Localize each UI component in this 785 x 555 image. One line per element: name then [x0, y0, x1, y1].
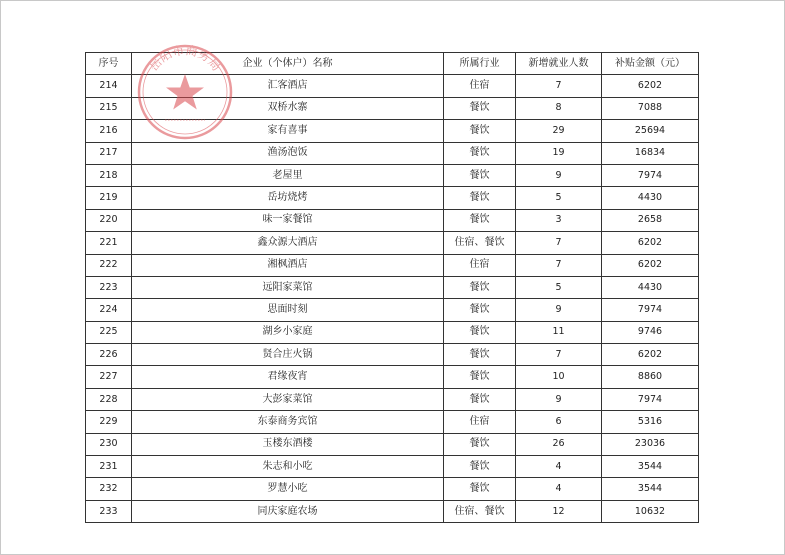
table-row — [86, 120, 699, 142]
table-row — [86, 411, 699, 433]
cell-serial-number: 221 — [86, 232, 132, 254]
table-row — [86, 500, 699, 522]
cell-subsidy-amount: 7974 — [602, 164, 699, 186]
cell-enterprise-name: 鑫众源大酒店 — [132, 232, 444, 254]
cell-subsidy-amount: 3544 — [602, 478, 699, 500]
cell-new-employment: 5 — [516, 187, 602, 209]
table-header-row — [86, 53, 699, 75]
cell-industry: 餐饮 — [444, 388, 516, 410]
cell-enterprise-name: 思面时刻 — [132, 299, 444, 321]
cell-subsidy-amount: 3544 — [602, 456, 699, 478]
cell-subsidy-amount: 4430 — [602, 187, 699, 209]
cell-subsidy-amount: 5316 — [602, 411, 699, 433]
cell-serial-number: 214 — [86, 75, 132, 97]
cell-industry: 餐饮 — [444, 164, 516, 186]
cell-enterprise-name: 东泰商务宾馆 — [132, 411, 444, 433]
cell-enterprise-name: 湖乡小家庭 — [132, 321, 444, 343]
cell-serial-number: 223 — [86, 276, 132, 298]
header-new-employment: 新增就业人数 — [516, 53, 602, 75]
table-row — [86, 254, 699, 276]
cell-industry: 餐饮 — [444, 456, 516, 478]
cell-new-employment: 9 — [516, 164, 602, 186]
cell-serial-number: 220 — [86, 209, 132, 231]
cell-serial-number: 215 — [86, 97, 132, 119]
table-row — [86, 75, 699, 97]
cell-new-employment: 8 — [516, 97, 602, 119]
table-row — [86, 478, 699, 500]
cell-subsidy-amount: 23036 — [602, 433, 699, 455]
cell-new-employment: 7 — [516, 254, 602, 276]
cell-new-employment: 29 — [516, 120, 602, 142]
table-row — [86, 366, 699, 388]
cell-subsidy-amount: 7974 — [602, 299, 699, 321]
cell-serial-number: 225 — [86, 321, 132, 343]
table-row — [86, 276, 699, 298]
table-row — [86, 299, 699, 321]
cell-new-employment: 26 — [516, 433, 602, 455]
header-enterprise-name: 企业（个体户）名称 — [132, 53, 444, 75]
cell-new-employment: 6 — [516, 411, 602, 433]
cell-subsidy-amount: 7974 — [602, 388, 699, 410]
cell-subsidy-amount: 7088 — [602, 97, 699, 119]
cell-serial-number: 224 — [86, 299, 132, 321]
table-row — [86, 456, 699, 478]
cell-new-employment: 19 — [516, 142, 602, 164]
cell-industry: 住宿、餐饮 — [444, 500, 516, 522]
table-row — [86, 433, 699, 455]
subsidy-table-container — [85, 52, 698, 523]
header-serial-number: 序号 — [86, 53, 132, 75]
cell-subsidy-amount: 10632 — [602, 500, 699, 522]
cell-new-employment: 5 — [516, 276, 602, 298]
cell-subsidy-amount: 25694 — [602, 120, 699, 142]
cell-subsidy-amount: 4430 — [602, 276, 699, 298]
cell-industry: 餐饮 — [444, 366, 516, 388]
header-industry: 所属行业 — [444, 53, 516, 75]
cell-industry: 餐饮 — [444, 344, 516, 366]
cell-new-employment: 12 — [516, 500, 602, 522]
cell-new-employment: 4 — [516, 478, 602, 500]
cell-enterprise-name: 双桥水寨 — [132, 97, 444, 119]
cell-industry: 住宿 — [444, 254, 516, 276]
cell-enterprise-name: 玉楼东酒楼 — [132, 433, 444, 455]
cell-industry: 餐饮 — [444, 321, 516, 343]
cell-serial-number: 228 — [86, 388, 132, 410]
cell-subsidy-amount: 6202 — [602, 254, 699, 276]
cell-new-employment: 4 — [516, 456, 602, 478]
cell-new-employment: 7 — [516, 75, 602, 97]
cell-subsidy-amount: 9746 — [602, 321, 699, 343]
table-row — [86, 388, 699, 410]
cell-enterprise-name: 同庆家庭农场 — [132, 500, 444, 522]
cell-serial-number: 232 — [86, 478, 132, 500]
cell-subsidy-amount: 8860 — [602, 366, 699, 388]
cell-subsidy-amount: 6202 — [602, 75, 699, 97]
cell-subsidy-amount: 6202 — [602, 232, 699, 254]
table-body — [86, 75, 699, 523]
cell-enterprise-name: 朱志和小吃 — [132, 456, 444, 478]
seal-text: 岳阳市商务局 — [146, 43, 224, 74]
cell-industry: 餐饮 — [444, 120, 516, 142]
cell-industry: 餐饮 — [444, 478, 516, 500]
header-subsidy-amount: 补贴金额（元） — [602, 53, 699, 75]
cell-enterprise-name: 老屋里 — [132, 164, 444, 186]
cell-new-employment: 9 — [516, 388, 602, 410]
cell-serial-number: 218 — [86, 164, 132, 186]
cell-enterprise-name: 湘枫酒店 — [132, 254, 444, 276]
cell-enterprise-name: 渔汤泡饭 — [132, 142, 444, 164]
cell-industry: 餐饮 — [444, 142, 516, 164]
cell-new-employment: 9 — [516, 299, 602, 321]
cell-serial-number: 219 — [86, 187, 132, 209]
table-row — [86, 142, 699, 164]
cell-industry: 住宿 — [444, 75, 516, 97]
cell-enterprise-name: 罗慧小吃 — [132, 478, 444, 500]
cell-enterprise-name: 家有喜事 — [132, 120, 444, 142]
table-row — [86, 164, 699, 186]
subsidy-table — [85, 52, 699, 523]
table-row — [86, 232, 699, 254]
cell-serial-number: 233 — [86, 500, 132, 522]
cell-serial-number: 222 — [86, 254, 132, 276]
cell-enterprise-name: 贤合庄火锅 — [132, 344, 444, 366]
cell-serial-number: 227 — [86, 366, 132, 388]
cell-industry: 住宿、餐饮 — [444, 232, 516, 254]
cell-serial-number: 230 — [86, 433, 132, 455]
cell-serial-number: 229 — [86, 411, 132, 433]
cell-industry: 餐饮 — [444, 209, 516, 231]
table-row — [86, 97, 699, 119]
cell-enterprise-name: 汇客酒店 — [132, 75, 444, 97]
table-row — [86, 209, 699, 231]
cell-enterprise-name: 味一家餐馆 — [132, 209, 444, 231]
cell-new-employment: 3 — [516, 209, 602, 231]
cell-industry: 餐饮 — [444, 97, 516, 119]
cell-industry: 餐饮 — [444, 299, 516, 321]
table-row — [86, 344, 699, 366]
cell-serial-number: 217 — [86, 142, 132, 164]
cell-industry: 住宿 — [444, 411, 516, 433]
cell-enterprise-name: 远阳家菜馆 — [132, 276, 444, 298]
cell-subsidy-amount: 6202 — [602, 344, 699, 366]
cell-subsidy-amount: 16834 — [602, 142, 699, 164]
cell-new-employment: 11 — [516, 321, 602, 343]
cell-enterprise-name: 君缘夜宵 — [132, 366, 444, 388]
table-row — [86, 321, 699, 343]
cell-serial-number: 216 — [86, 120, 132, 142]
cell-enterprise-name: 大彭家菜馆 — [132, 388, 444, 410]
cell-industry: 餐饮 — [444, 433, 516, 455]
table-row — [86, 187, 699, 209]
cell-new-employment: 7 — [516, 344, 602, 366]
cell-serial-number: 226 — [86, 344, 132, 366]
cell-new-employment: 10 — [516, 366, 602, 388]
cell-enterprise-name: 岳坊烧烤 — [132, 187, 444, 209]
cell-industry: 餐饮 — [444, 187, 516, 209]
cell-new-employment: 7 — [516, 232, 602, 254]
cell-serial-number: 231 — [86, 456, 132, 478]
cell-subsidy-amount: 2658 — [602, 209, 699, 231]
cell-industry: 餐饮 — [444, 276, 516, 298]
